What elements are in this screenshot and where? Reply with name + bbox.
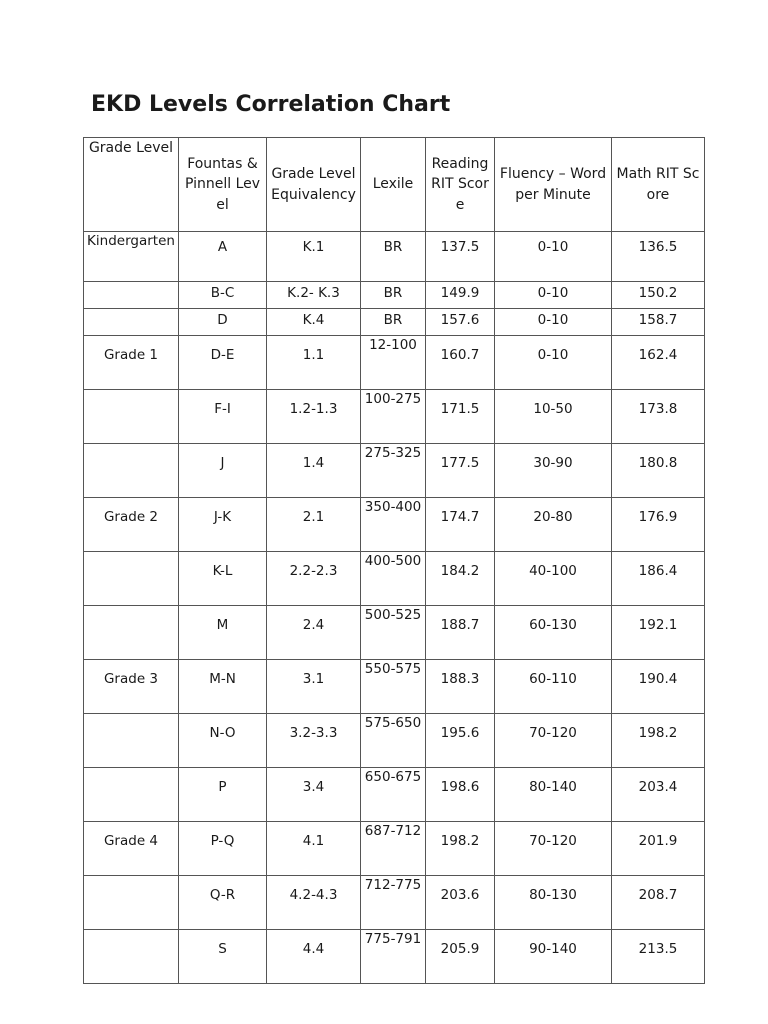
table-row: [84, 336, 705, 390]
table-row: [84, 498, 705, 552]
header-grade-level: Grade Level: [84, 138, 179, 232]
cell-reading-rit: 205.9: [426, 930, 495, 984]
cell-math-rit: 158.7: [612, 309, 705, 336]
cell-reading-rit: 195.6: [426, 714, 495, 768]
cell-lexile: 575-650: [361, 714, 426, 768]
cell-grade-level-equivalency: 1.2-1.3: [267, 390, 361, 444]
cell-grade-level-equivalency: 1.4: [267, 444, 361, 498]
cell-grade-level: Grade 2: [84, 498, 179, 552]
cell-grade-level: Kindergarten: [84, 232, 179, 282]
table-row: [84, 309, 705, 336]
cell-grade-level-equivalency: 3.2-3.3: [267, 714, 361, 768]
cell-reading-rit: 174.7: [426, 498, 495, 552]
table-row: [84, 282, 705, 309]
cell-grade-level-equivalency: K.2- K.3: [267, 282, 361, 309]
cell-fountas-pinnell: A: [179, 232, 267, 282]
cell-grade-level-equivalency: K.4: [267, 309, 361, 336]
cell-math-rit: 150.2: [612, 282, 705, 309]
header-lexile: Lexile: [361, 138, 426, 232]
header-grade-level-equivalency: Grade Level Equivalency: [267, 138, 361, 232]
cell-grade-level-equivalency: 4.2-4.3: [267, 876, 361, 930]
cell-fountas-pinnell: B-C: [179, 282, 267, 309]
cell-reading-rit: 177.5: [426, 444, 495, 498]
table-body: [84, 232, 705, 984]
cell-grade-level: [84, 282, 179, 309]
cell-math-rit: 208.7: [612, 876, 705, 930]
cell-fluency: 60-110: [495, 660, 612, 714]
cell-fountas-pinnell: N-O: [179, 714, 267, 768]
cell-fluency: 60-130: [495, 606, 612, 660]
cell-grade-level: [84, 606, 179, 660]
cell-fluency: 0-10: [495, 232, 612, 282]
cell-grade-level: Grade 1: [84, 336, 179, 390]
cell-reading-rit: 198.2: [426, 822, 495, 876]
table-row: [84, 390, 705, 444]
cell-reading-rit: 171.5: [426, 390, 495, 444]
cell-grade-level: Grade 3: [84, 660, 179, 714]
cell-math-rit: 201.9: [612, 822, 705, 876]
cell-math-rit: 162.4: [612, 336, 705, 390]
cell-grade-level: [84, 768, 179, 822]
cell-fluency: 80-140: [495, 768, 612, 822]
table-row: [84, 444, 705, 498]
cell-grade-level-equivalency: 2.2-2.3: [267, 552, 361, 606]
cell-fountas-pinnell: M-N: [179, 660, 267, 714]
cell-grade-level-equivalency: 1.1: [267, 336, 361, 390]
cell-lexile: BR: [361, 309, 426, 336]
cell-fluency: 90-140: [495, 930, 612, 984]
cell-fountas-pinnell: M: [179, 606, 267, 660]
cell-math-rit: 190.4: [612, 660, 705, 714]
cell-fountas-pinnell: J: [179, 444, 267, 498]
table-row: [84, 930, 705, 984]
cell-reading-rit: 160.7: [426, 336, 495, 390]
cell-reading-rit: 184.2: [426, 552, 495, 606]
cell-math-rit: 136.5: [612, 232, 705, 282]
cell-reading-rit: 203.6: [426, 876, 495, 930]
cell-reading-rit: 137.5: [426, 232, 495, 282]
header-row: [84, 138, 705, 232]
cell-fluency: 20-80: [495, 498, 612, 552]
cell-fluency: 30-90: [495, 444, 612, 498]
cell-math-rit: 192.1: [612, 606, 705, 660]
header-reading-rit: Reading RIT Score: [426, 138, 495, 232]
cell-lexile: BR: [361, 282, 426, 309]
header-fluency: Fluency – Word per Minute: [495, 138, 612, 232]
cell-fountas-pinnell: J-K: [179, 498, 267, 552]
table-row: [84, 876, 705, 930]
cell-grade-level-equivalency: 4.1: [267, 822, 361, 876]
cell-math-rit: 173.8: [612, 390, 705, 444]
page-title: EKD Levels Correlation Chart: [91, 92, 451, 117]
cell-fountas-pinnell: K-L: [179, 552, 267, 606]
cell-grade-level: [84, 390, 179, 444]
cell-grade-level: Grade 4: [84, 822, 179, 876]
cell-fluency: 80-130: [495, 876, 612, 930]
cell-reading-rit: 157.6: [426, 309, 495, 336]
cell-grade-level-equivalency: 2.1: [267, 498, 361, 552]
cell-grade-level: [84, 309, 179, 336]
cell-math-rit: 176.9: [612, 498, 705, 552]
cell-fountas-pinnell: D: [179, 309, 267, 336]
cell-grade-level-equivalency: 3.4: [267, 768, 361, 822]
cell-fountas-pinnell: D-E: [179, 336, 267, 390]
table-row: [84, 714, 705, 768]
table-row: [84, 822, 705, 876]
cell-grade-level: [84, 876, 179, 930]
cell-grade-level-equivalency: 4.4: [267, 930, 361, 984]
cell-fluency: 0-10: [495, 282, 612, 309]
cell-grade-level-equivalency: K.1: [267, 232, 361, 282]
cell-grade-level-equivalency: 3.1: [267, 660, 361, 714]
table-row: [84, 232, 705, 282]
header-fountas-pinnell: Fountas & Pinnell Level: [179, 138, 267, 232]
cell-lexile: 100-275: [361, 390, 426, 444]
cell-fluency: 0-10: [495, 309, 612, 336]
cell-lexile: 712-775: [361, 876, 426, 930]
cell-lexile: 400-500: [361, 552, 426, 606]
table-row: [84, 606, 705, 660]
cell-reading-rit: 149.9: [426, 282, 495, 309]
cell-grade-level: [84, 714, 179, 768]
cell-math-rit: 198.2: [612, 714, 705, 768]
cell-grade-level-equivalency: 2.4: [267, 606, 361, 660]
cell-fluency: 40-100: [495, 552, 612, 606]
cell-lexile: 12-100: [361, 336, 426, 390]
correlation-table: [83, 137, 705, 984]
cell-reading-rit: 198.6: [426, 768, 495, 822]
cell-grade-level: [84, 552, 179, 606]
cell-lexile: BR: [361, 232, 426, 282]
cell-grade-level: [84, 444, 179, 498]
cell-reading-rit: 188.7: [426, 606, 495, 660]
cell-fountas-pinnell: F-I: [179, 390, 267, 444]
cell-lexile: 650-675: [361, 768, 426, 822]
cell-lexile: 687-712: [361, 822, 426, 876]
header-math-rit: Math RIT Score: [612, 138, 705, 232]
cell-math-rit: 180.8: [612, 444, 705, 498]
table-row: [84, 768, 705, 822]
cell-math-rit: 186.4: [612, 552, 705, 606]
cell-lexile: 500-525: [361, 606, 426, 660]
table-row: [84, 552, 705, 606]
cell-fountas-pinnell: S: [179, 930, 267, 984]
cell-fluency: 70-120: [495, 822, 612, 876]
cell-fluency: 70-120: [495, 714, 612, 768]
cell-fluency: 0-10: [495, 336, 612, 390]
cell-lexile: 350-400: [361, 498, 426, 552]
cell-fountas-pinnell: P: [179, 768, 267, 822]
cell-fountas-pinnell: P-Q: [179, 822, 267, 876]
cell-math-rit: 203.4: [612, 768, 705, 822]
cell-lexile: 275-325: [361, 444, 426, 498]
cell-reading-rit: 188.3: [426, 660, 495, 714]
cell-fluency: 10-50: [495, 390, 612, 444]
table-row: [84, 660, 705, 714]
cell-math-rit: 213.5: [612, 930, 705, 984]
cell-grade-level: [84, 930, 179, 984]
cell-lexile: 775-791: [361, 930, 426, 984]
cell-lexile: 550-575: [361, 660, 426, 714]
cell-fountas-pinnell: Q-R: [179, 876, 267, 930]
